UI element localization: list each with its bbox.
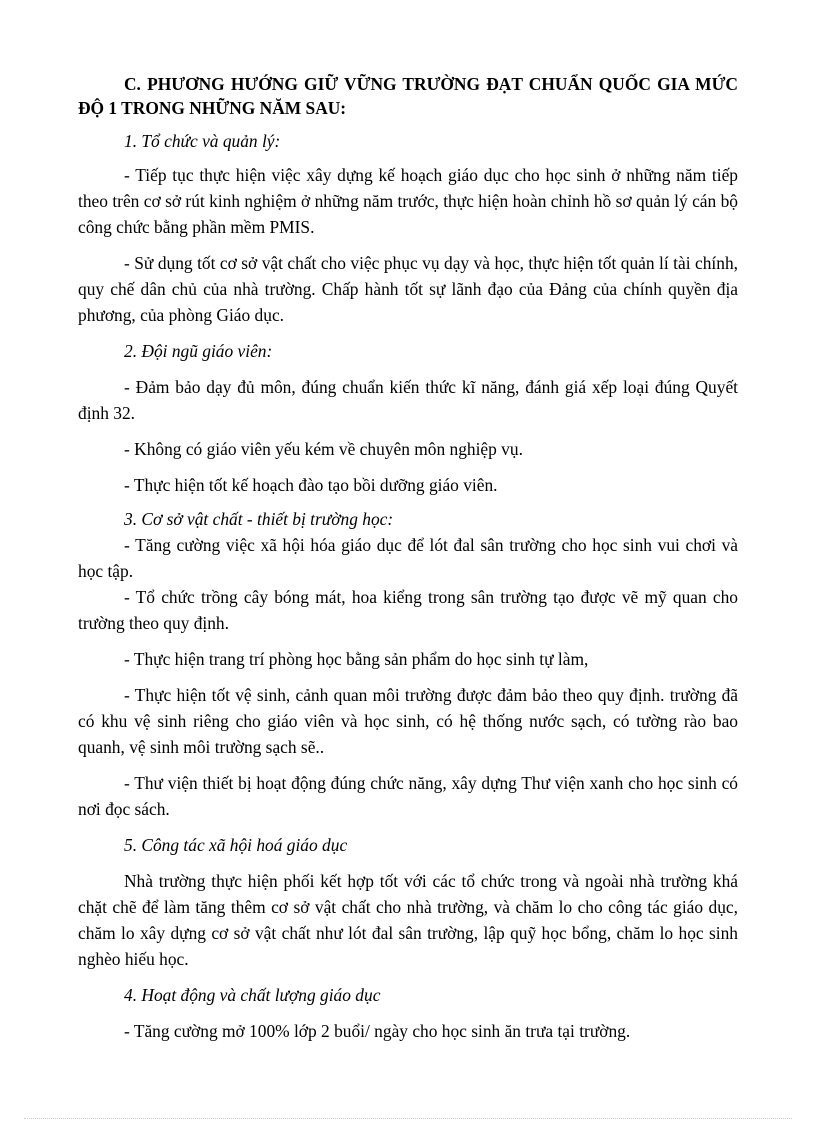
paragraph: - Thư viện thiết bị hoạt động đúng chức năng, xây dựng Thư viện xanh cho học sinh có nơi đọc sách.	[78, 773, 738, 819]
paragraph: - Tiếp tục thực hiện việc xây dựng kế hoạch giáo dục cho học sinh ở những năm tiếp theo trên cơ sở rút kinh nghiệm ở những năm trước, thực hiện hoàn chỉnh hồ sơ quản lý cán bộ công chức bằng phần mềm PMIS.	[78, 165, 738, 237]
section-title: 1. Tổ chức và quản lý:	[124, 131, 281, 151]
page-bottom-rule	[24, 1118, 792, 1119]
section-title: 5. Công tác xã hội hoá giáo dục	[124, 835, 348, 855]
section-facilities	[78, 498, 738, 822]
section-quality	[78, 972, 738, 1044]
paragraph: - Tăng cường mở 100% lớp 2 buổi/ ngày cho học sinh ăn trưa tại trường.	[124, 1021, 631, 1041]
paragraph: - Tổ chức trồng cây bóng mát, hoa kiểng trong sân trường tạo được vẽ mỹ quan cho trường theo quy định.	[78, 587, 738, 633]
section-title: 3. Cơ sở vật chất - thiết bị trường học:	[124, 509, 394, 529]
document-page	[78, 72, 738, 1044]
section-teachers	[78, 328, 738, 498]
paragraph: - Tăng cường việc xã hội hóa giáo dục để lót đal sân trường cho học sinh vui chơi và học tập.	[78, 535, 738, 581]
paragraph: - Thực hiện tốt vệ sinh, cảnh quan môi trường được đảm bảo theo quy định. trường đã có khu vệ sinh riêng cho giáo viên và học sinh, có hệ thống nước sạch, có tường rào bao quanh, vệ sinh môi trường sạch sẽ..	[78, 685, 738, 757]
paragraph: - Thực hiện tốt kế hoạch đào tạo bồi dưỡng giáo viên.	[124, 475, 498, 495]
paragraph: - Không có giáo viên yếu kém về chuyên môn nghiệp vụ.	[124, 439, 523, 459]
section-socialization	[78, 822, 738, 972]
paragraph: Nhà trường thực hiện phối kết hợp tốt với các tổ chức trong và ngoài nhà trường khá chặt chẽ để làm tăng thêm cơ sở vật chất cho nhà trường, và chăm lo cho công tác giáo dục, chăm lo xây dựng cơ sở vật chất như lót đal sân trường, lập quỹ học bổng, chăm lo học sinh nghèo hiếu học.	[78, 871, 738, 969]
section-title: 2. Đội ngũ giáo viên:	[124, 341, 273, 361]
section-organization	[78, 120, 738, 328]
paragraph: - Sử dụng tốt cơ sở vật chất cho việc phục vụ dạy và học, thực hiện tốt quản lí tài chính, quy chế dân chủ của nhà trường. Chấp hành tốt sự lãnh đạo của Đảng của chính quyền địa phương, của phòng Giáo dục.	[78, 253, 738, 325]
paragraph: - Thực hiện trang trí phòng học bằng sản phẩm do học sinh tự làm,	[124, 649, 589, 669]
document-heading: C. PHƯƠNG HƯỚNG GIỮ VỮNG TRƯỜNG ĐẠT CHUẨN QUỐC GIA MỨC ĐỘ 1 TRONG NHỮNG NĂM SAU:	[78, 74, 738, 118]
paragraph: - Đảm bảo dạy đủ môn, đúng chuẩn kiến thức kĩ năng, đánh giá xếp loại đúng Quyết định 32.	[78, 377, 738, 423]
section-title: 4. Hoạt động và chất lượng giáo dục	[124, 985, 381, 1005]
